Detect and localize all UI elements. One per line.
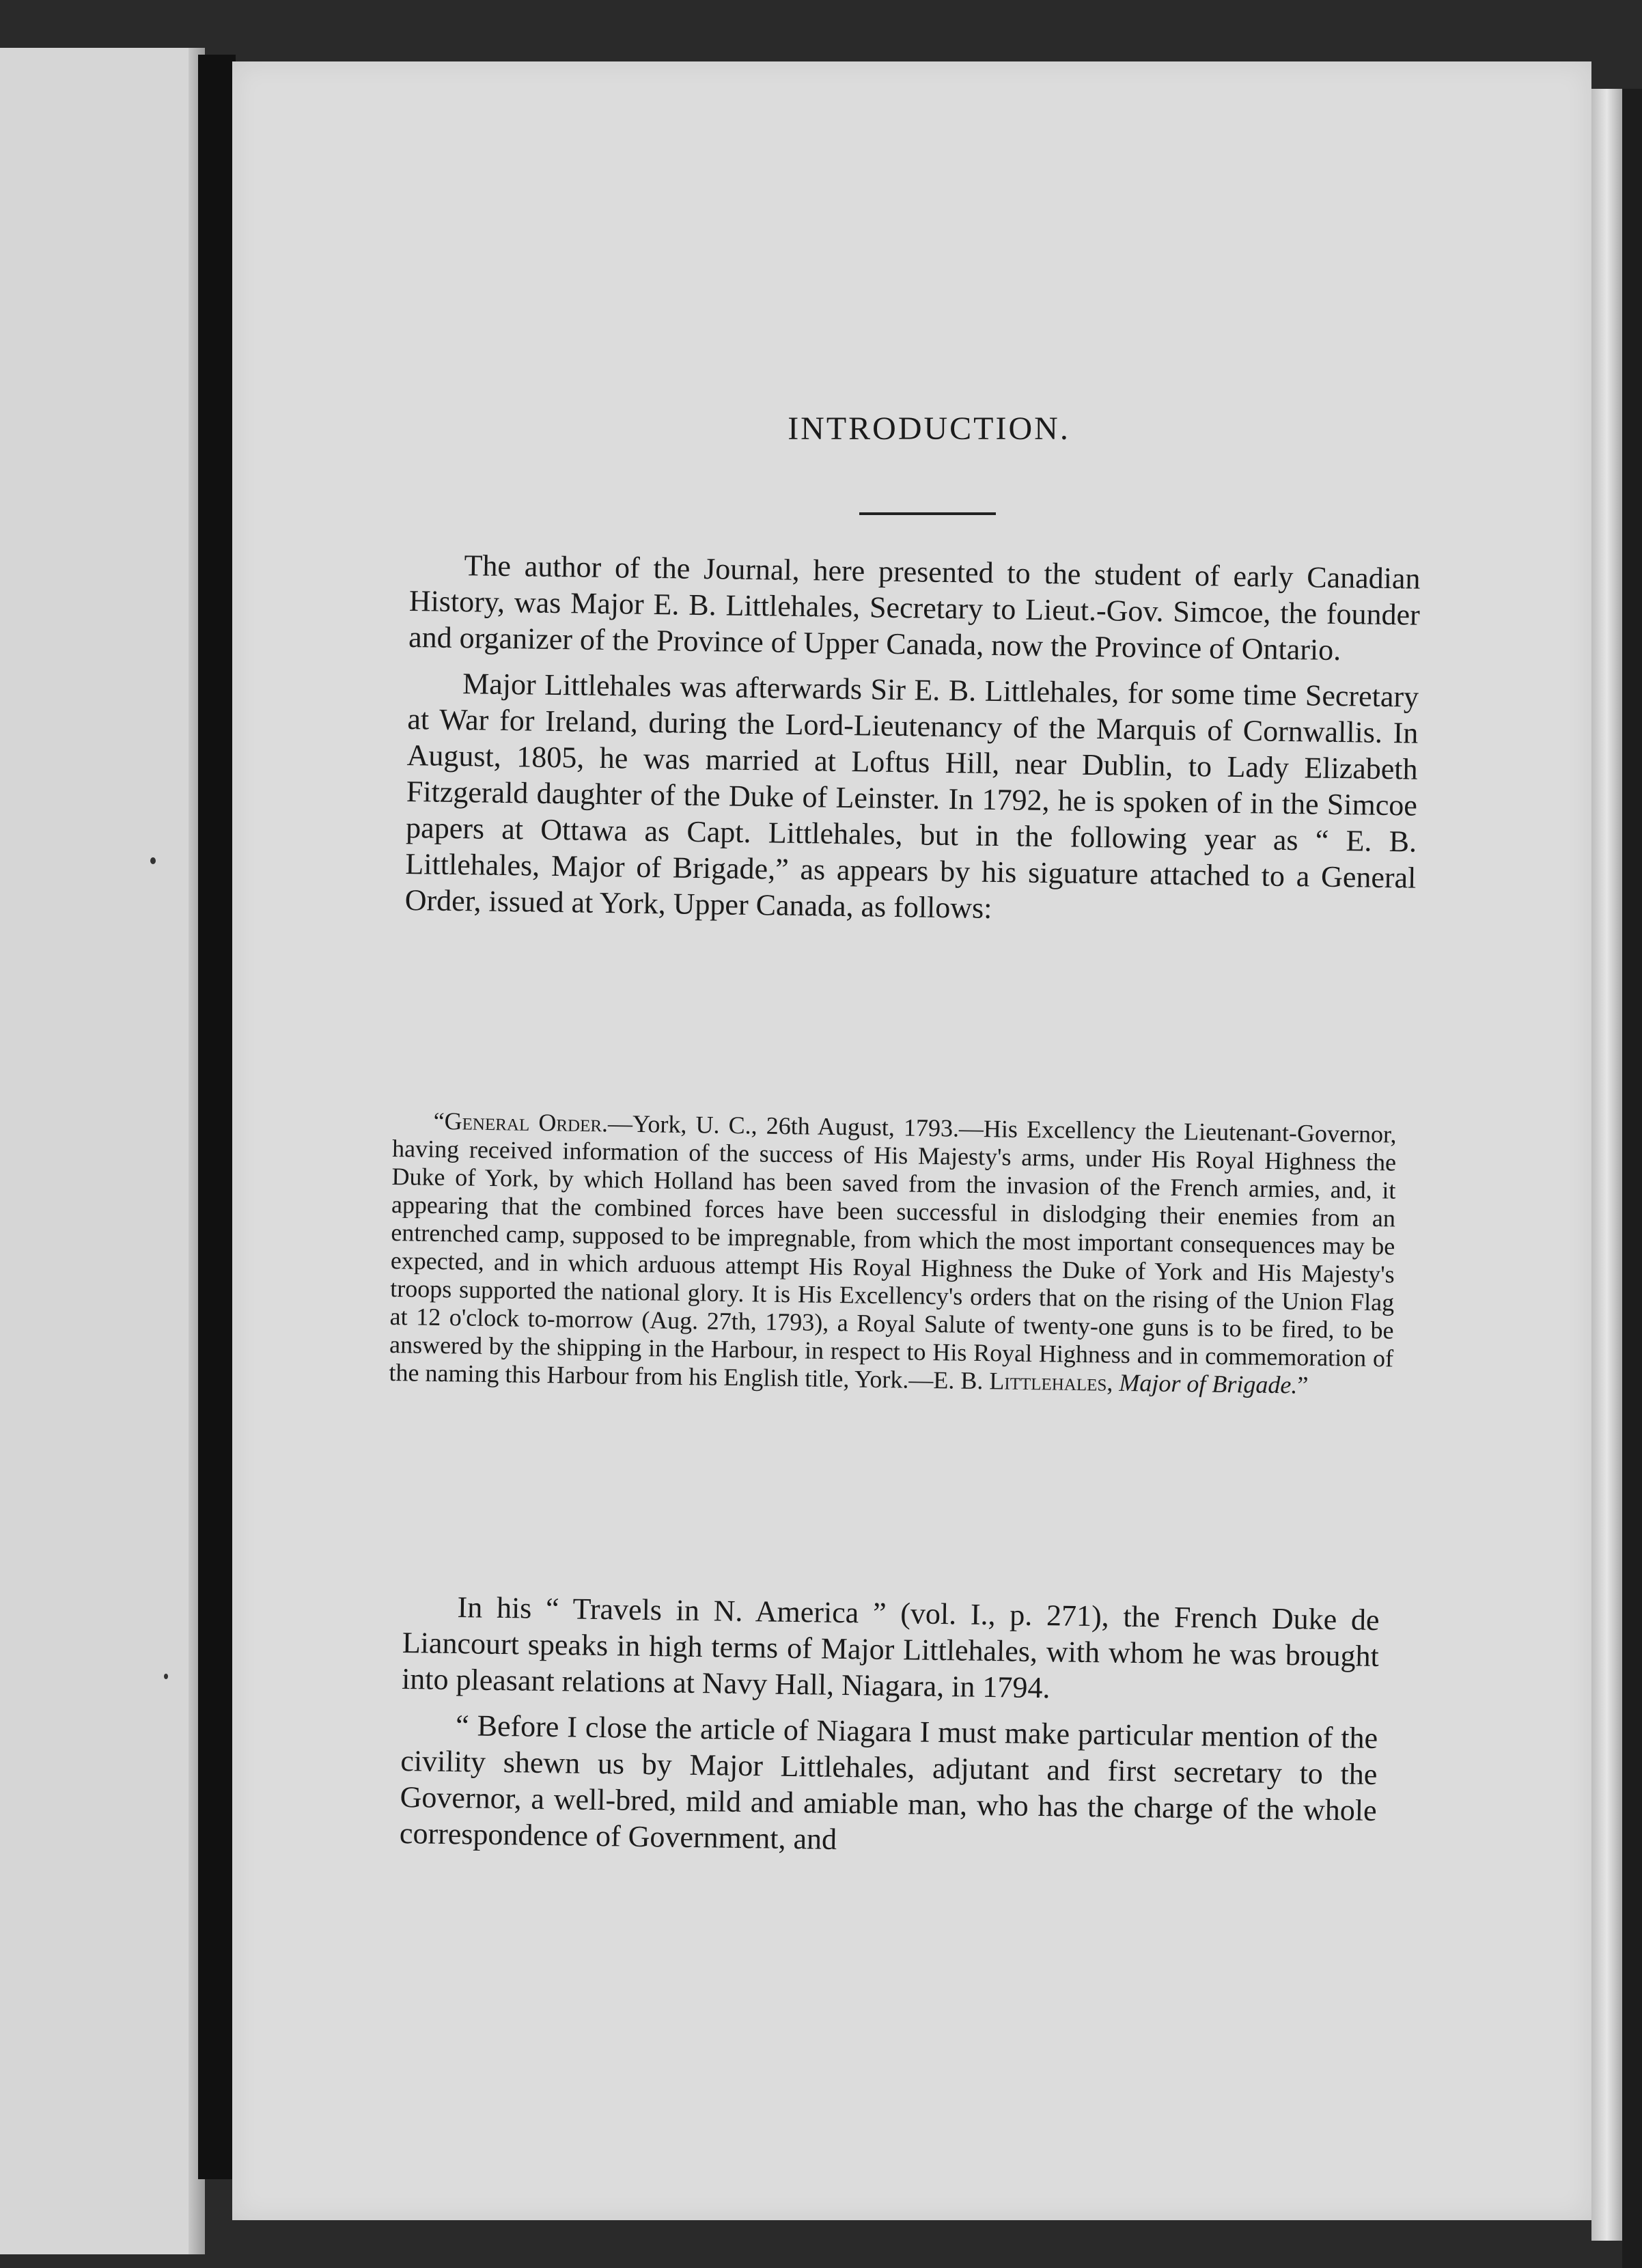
- quote-paragraph: [389, 1107, 1397, 1400]
- ink-speck: [164, 1674, 168, 1679]
- intro-text: [404, 547, 1421, 942]
- book-gutter: [198, 55, 236, 2179]
- page-stack-edge: [1591, 89, 1622, 2241]
- quote-close-mark: ”: [1297, 1371, 1309, 1399]
- paragraph-4: “ Before I close the article of Niagara I must make particular mention of the civility shewn us by Major Littlehales, adjutant and first secretary to the Governor, a well-bred, mild and amiable man, who has the charge of the whole correspondence of Government, and: [399, 1709, 1378, 1856]
- quote-open-mark: “: [433, 1107, 445, 1135]
- intro-text-continued: [399, 1588, 1379, 1875]
- page-title: INTRODUCTION.: [788, 411, 1070, 447]
- ink-speck: [150, 857, 156, 864]
- quote-signature: Littlehales,: [989, 1367, 1113, 1396]
- facing-page: [0, 48, 205, 2254]
- paragraph-1: The author of the Journal, here presented to the student of early Canadian History, was Major E. B. Littlehales, Secretary to Lieut.-Gov. Simcoe, the founder and organizer of the Province of Upper Canada, now the Province of Ontario.: [408, 549, 1421, 667]
- paragraph-2: Major Littlehales was afterwards Sir E. B. Littlehales, for some time Secretary at War for Ireland, during the Lord-Lieutenancy of the Marquis of Cornwallis. In August, 1805, he was married at Loftus Hill, near Dublin, to Lady Elizabeth Fitzgerald daughter of the Duke of Leinster. In 1792, he is spoken of in the Simcoe papers at Ottawa as Capt. Littlehales, but in the following year as “ E. B. Littlehales, Major of Brigade,” as appears by his siguature attached to a General Order, issued at York, Upper Canada, as follows:: [404, 667, 1419, 925]
- quote-heading: General Order.: [444, 1107, 609, 1137]
- general-order-quote: [389, 1107, 1397, 1414]
- scan-border: [1622, 89, 1642, 2268]
- paragraph-3: In his “ Travels in N. America ” (vol. I., p. 271), the French Duke de Liancourt speaks in high terms of Major Littlehales, with whom he was brought into pleasant relations at Navy Hall, Niagara, in 1794.: [401, 1590, 1380, 1705]
- title-rule: [859, 512, 996, 515]
- quote-body: —York, U. C., 26th August, 1793.—His Excellency the Lieutenant-Governor, having received information of the success of His Majesty's arms, under His Royal Highness the Duke of York, by which Holland has been saved from the invasion of the French armies, and, it appearing that the combined forces have been successful in dislodging their enemies from an entrenched camp, supposed to be impregnable, from which the most important consequences may be expected, and in which arduous attempt His Royal Highness the Duke of York and His Majesty's troops supported the national glory. It is His Excellency's orders that on the rising of the Union Flag at 12 o'clock to-morrow (Aug. 27th, 1793), a Royal Salute of twenty-one guns is to be fired, to be answered by the shipping in the Harbour, in respect to His Royal Highness and in commemoration of the naming this Harbour from his English title, York.—E. B.: [389, 1109, 1397, 1395]
- quote-signature-title: Major of Brigade.: [1119, 1368, 1298, 1399]
